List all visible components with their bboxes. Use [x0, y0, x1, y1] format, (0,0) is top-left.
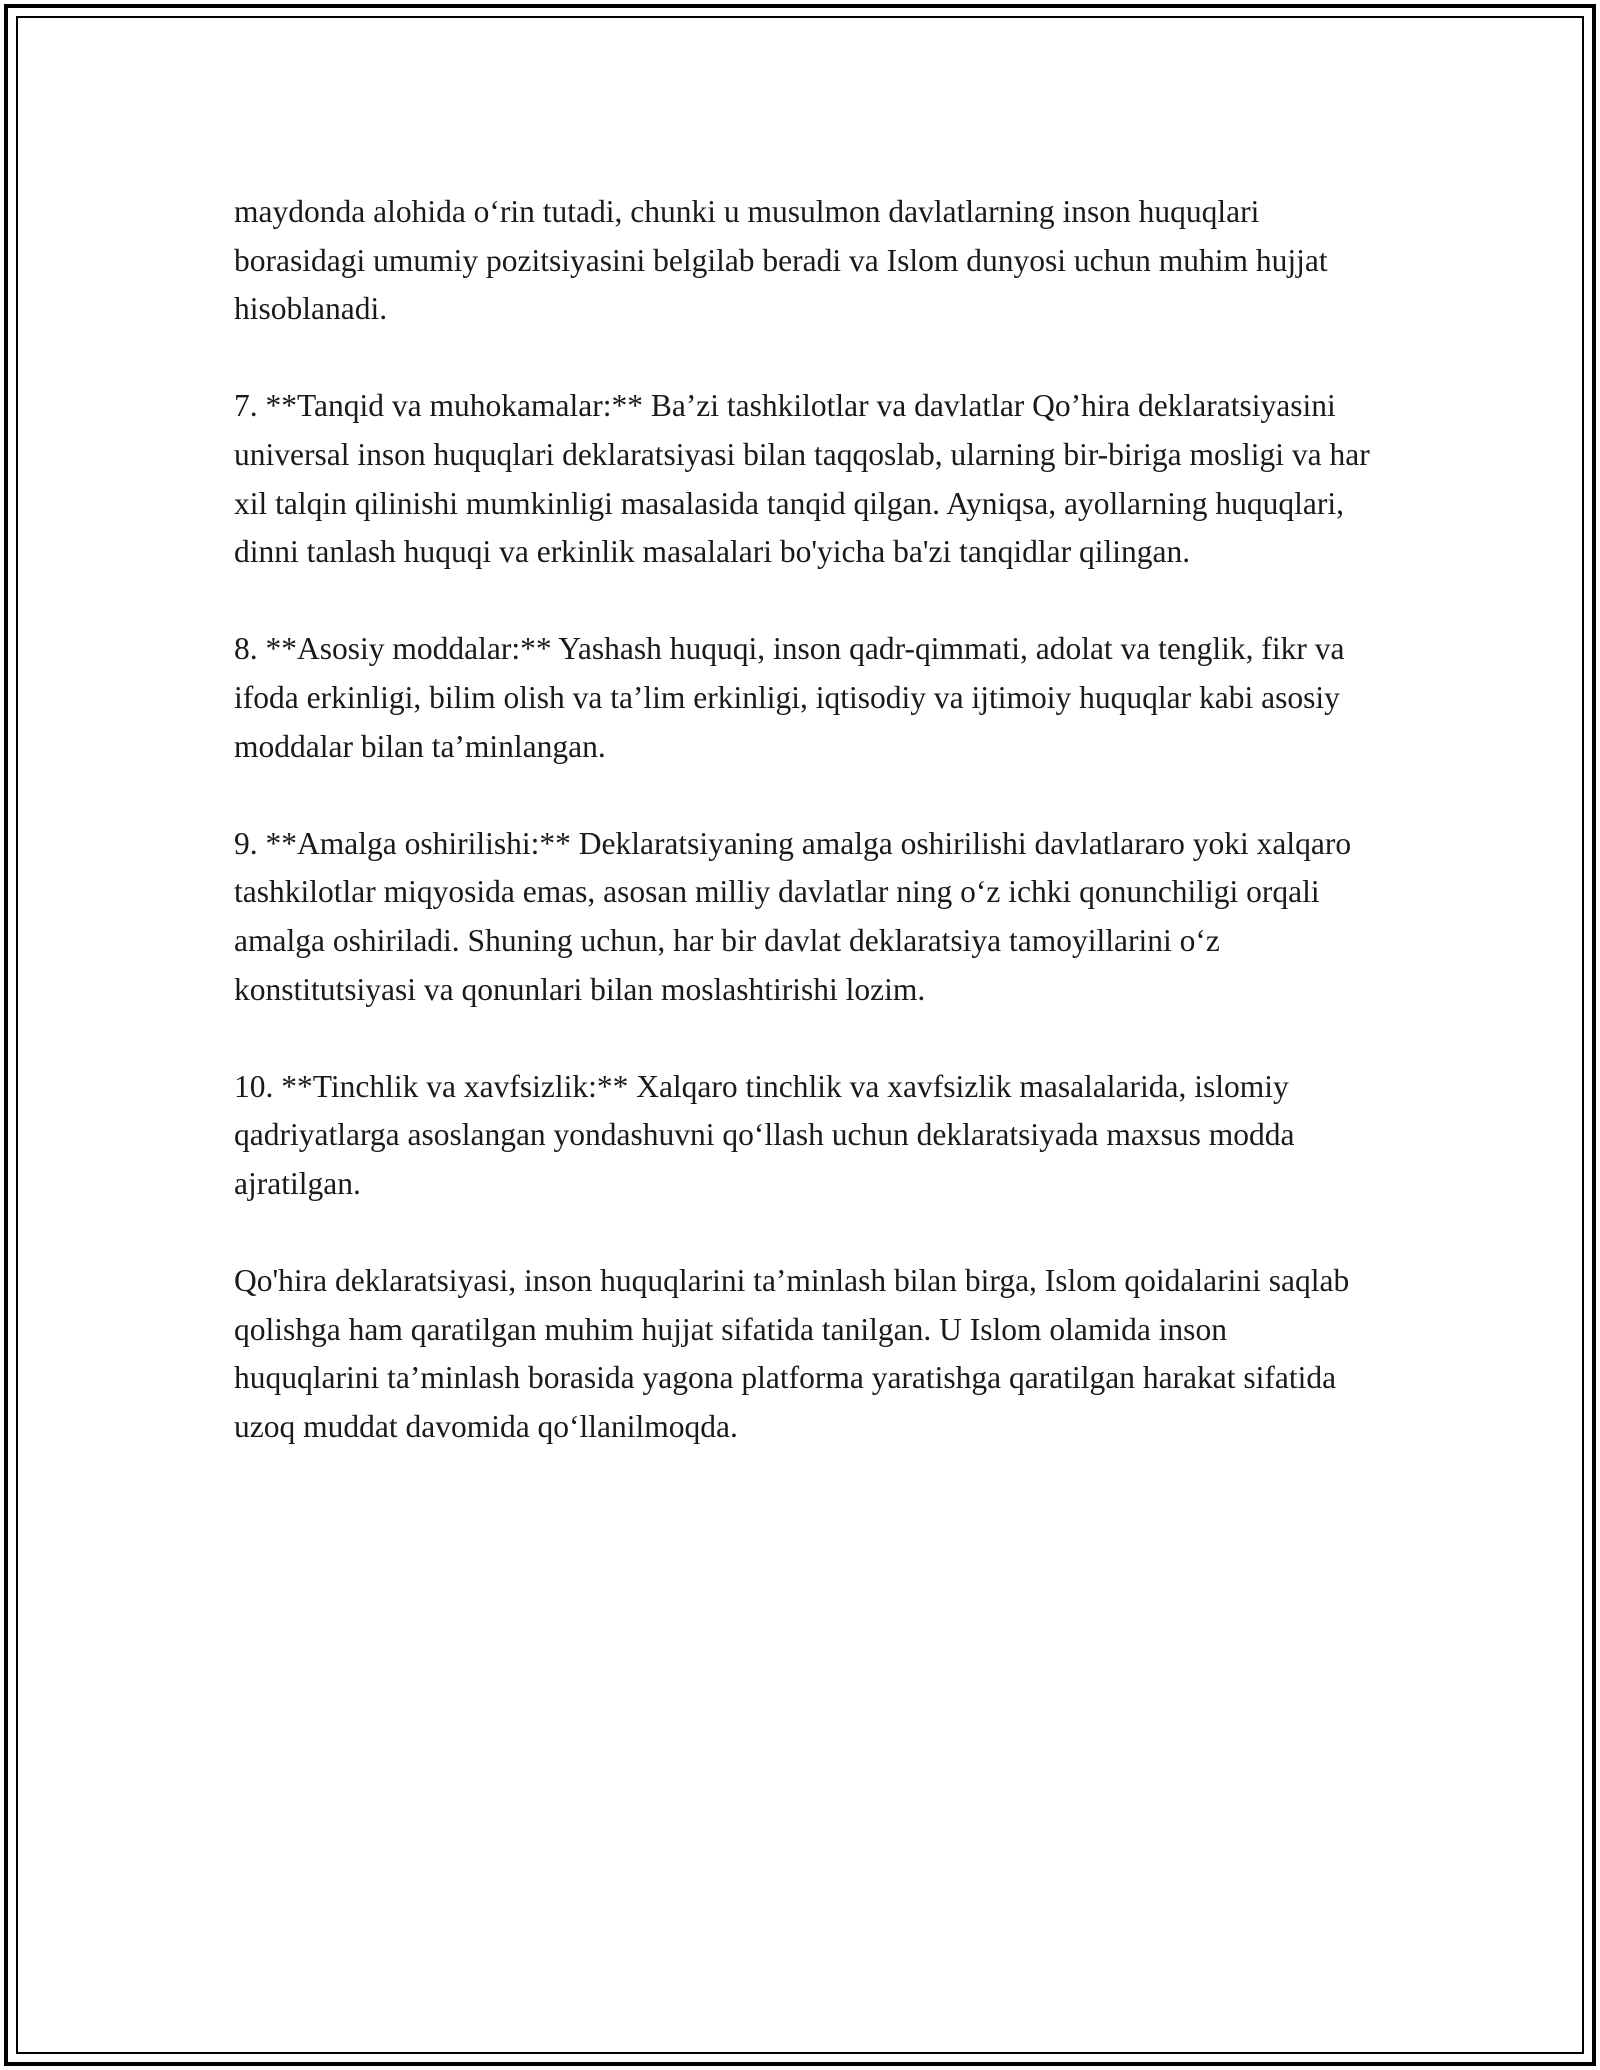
document-body: [234, 188, 1374, 1500]
paragraph-item-7-criticism: 7. **Tanqid va muhokamalar:** Ba’zi tashkilotlar va davlatlar Qo’hira deklaratsiyasini universal inson huquqlari deklaratsiyasi bilan taqqoslab, ularning bir-biriga mosligi va har xil talqin qilinishi mumkinligi masalasida tanqid qilgan. Ayniqsa, ayollarning huquqlari, dinni tanlash huquqi va erkinlik masalalari bo'yicha ba'zi tanqidlar qilingan.: [234, 388, 1370, 570]
paragraph-item-10-peace-security: 10. **Tinchlik va xavfsizlik:** Xalqaro tinchlik va xavfsizlik masalalarida, islomiy qadriyatlarga asoslangan yondashuvni qo‘llash uchun deklaratsiyada maxsus modda ajratilgan.: [234, 1068, 1295, 1201]
paragraph-intro-continuation: maydonda alohida o‘rin tutadi, chunki u musulmon davlatlarning inson huquqlari borasidagi umumiy pozitsiyasini belgilab beradi va Islom dunyosi uchun muhim hujjat hisoblanadi.: [234, 194, 1328, 327]
paragraph-conclusion: Qo'hira deklaratsiyasi, inson huquqlarini ta’minlash bilan birga, Islom qoidalarini saqlab qolishga ham qaratilgan muhim hujjat sifatida tanilgan. U Islom olamida inson huquqlarini ta’minlash borasida yagona platforma yaratishga qaratilgan harakat sifatida uzoq muddat davomida qo‘llanilmoqda.: [234, 1263, 1350, 1444]
paragraph-item-9-implementation: 9. **Amalga oshirilishi:** Deklaratsiyaning amalga oshirilishi davlatlararo yoki xalqaro tashkilotlar miqyosida emas, asosan milliy davlatlar ning o‘z ichki qonunchiligi orqali amalga oshiriladi. Shuning uchun, har bir davlat deklaratsiya tamoyillarini o‘z konstitutsiyasi va qonunlari bilan moslashtirishi lozim.: [234, 825, 1352, 1007]
paragraph-item-8-main-articles: 8. **Asosiy moddalar:** Yashash huquqi, inson qadr-qimmati, adolat va tenglik, fikr va ifoda erkinligi, bilim olish va ta’lim erkinligi, iqtisodiy va ijtimoiy huquqlar kabi asosiy moddalar bilan ta’minlangan.: [234, 631, 1345, 764]
